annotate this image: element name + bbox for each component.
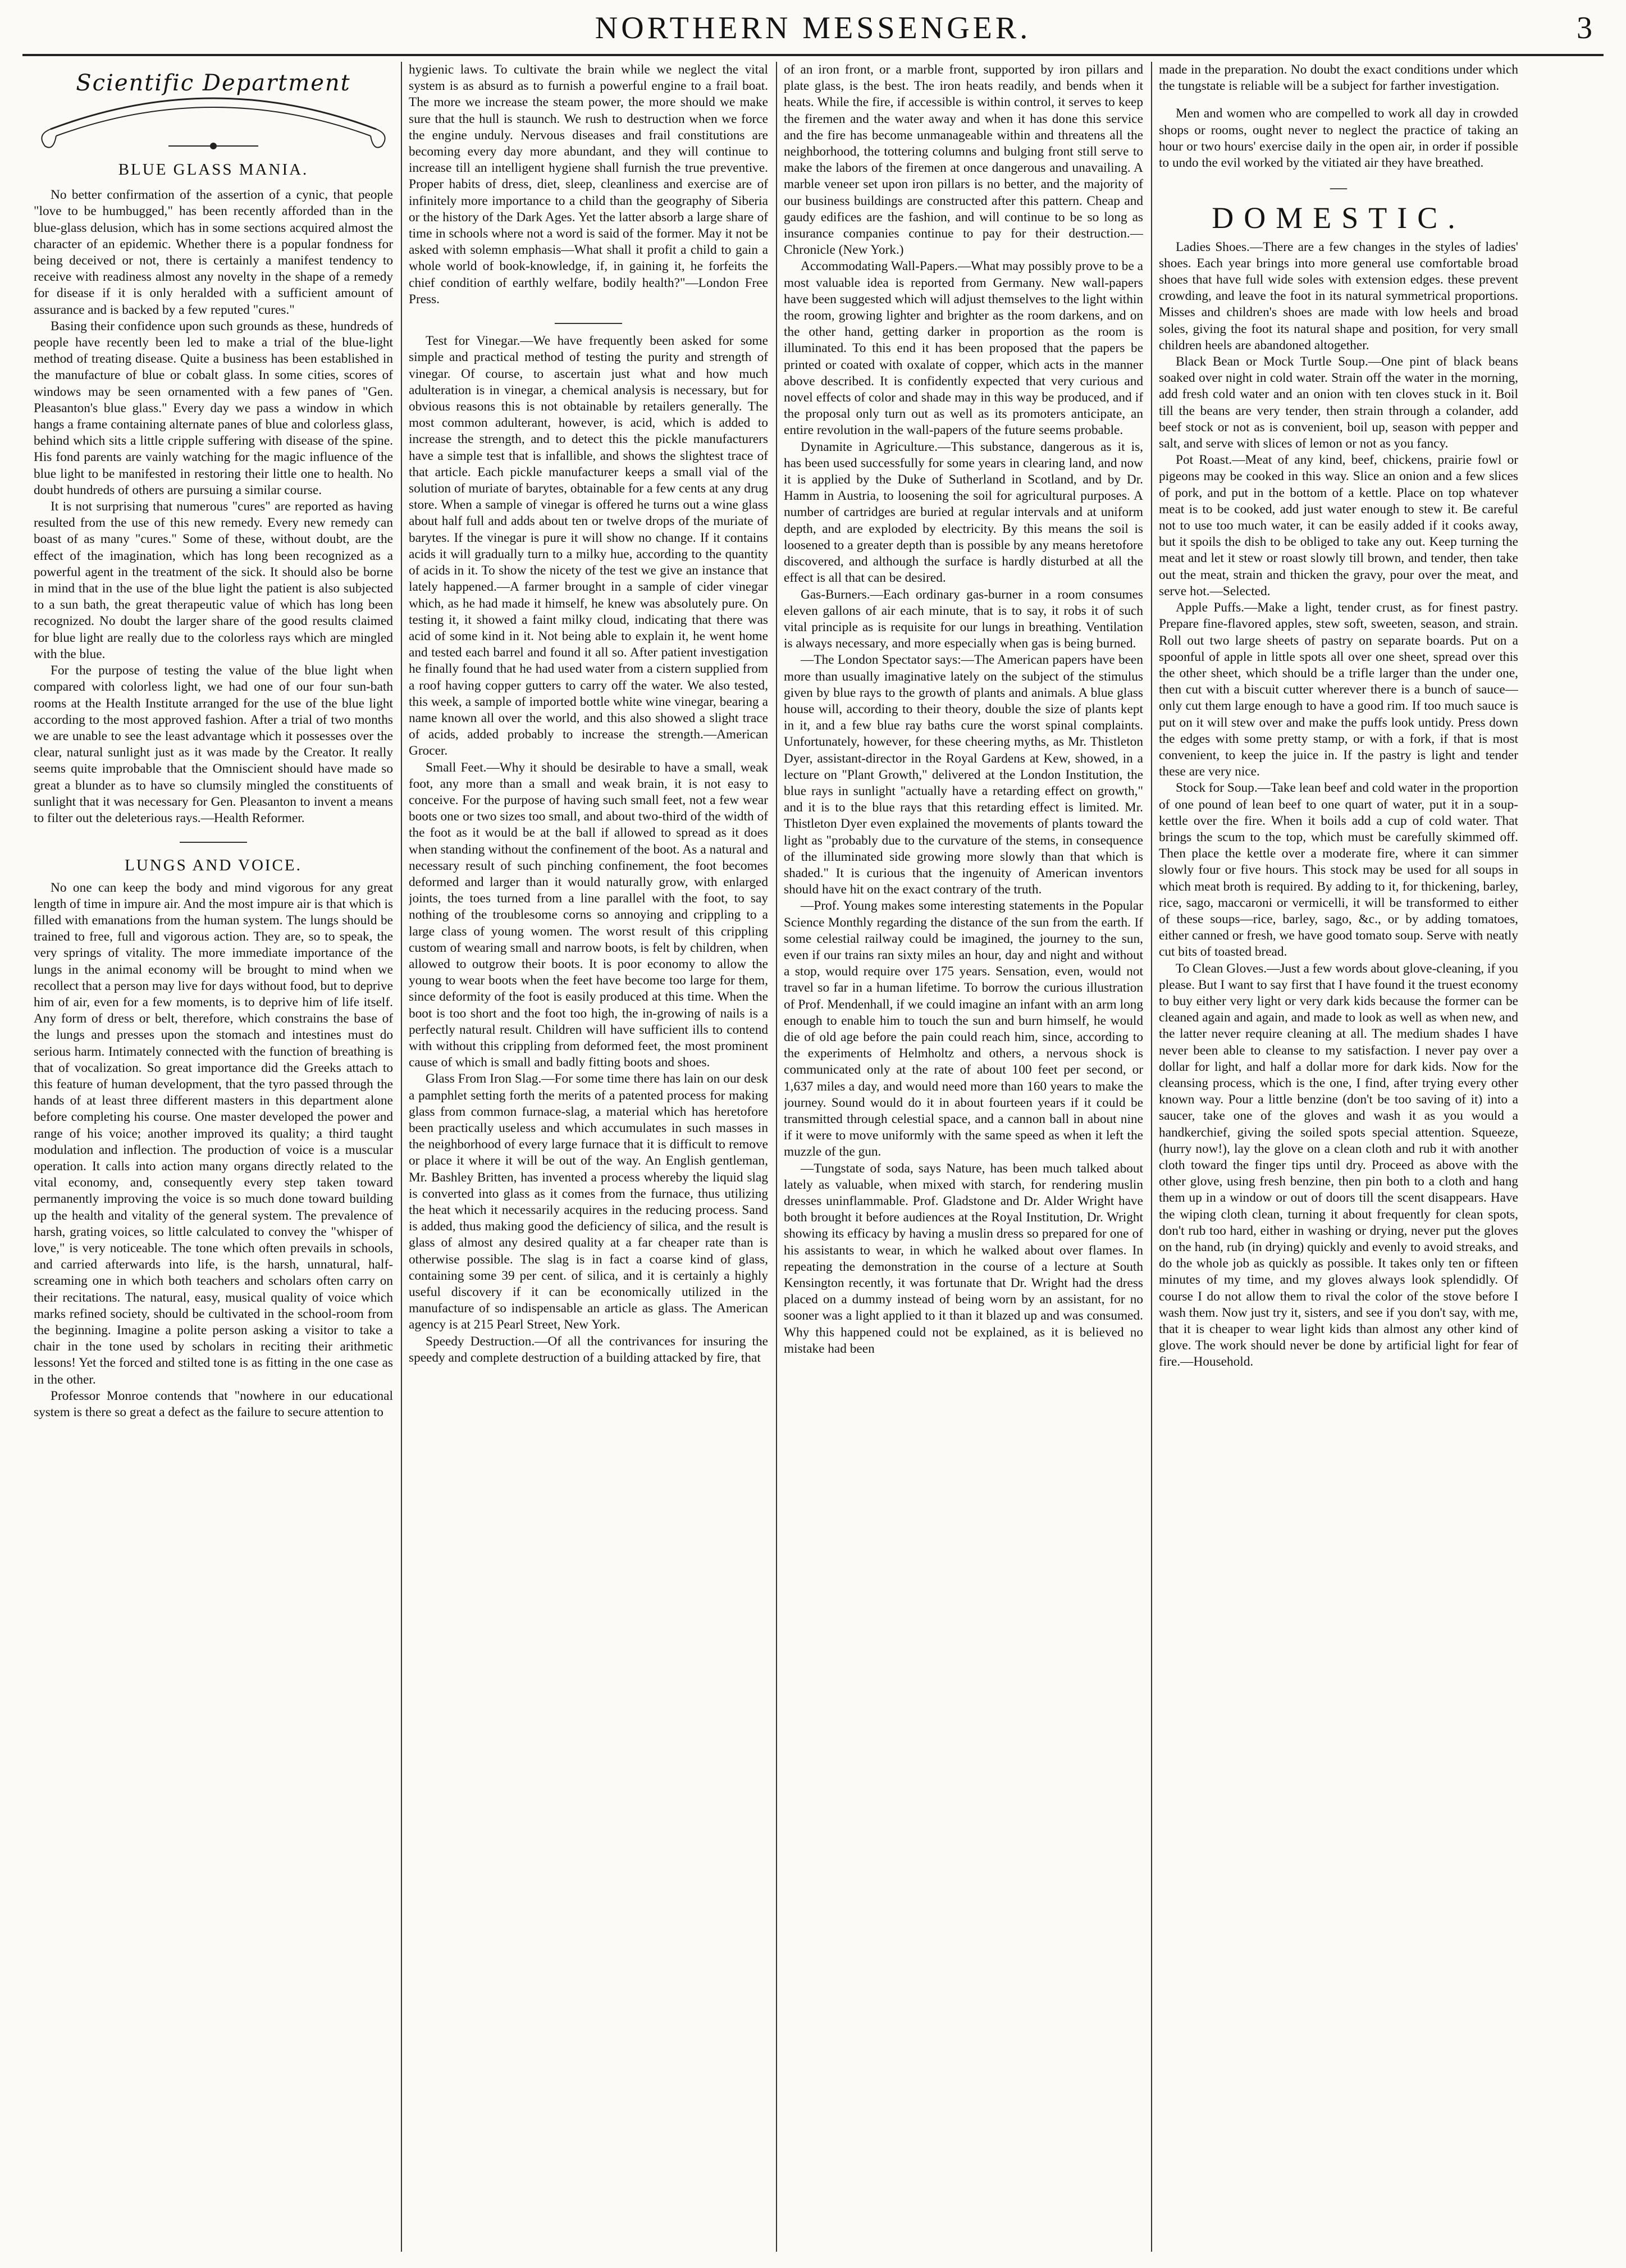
paragraph: —The London Spectator says:—The American papers have been more than usually imaginative lately on the subject of the stimulus given by blue rays to the growth of plants and animals. A blue glass house will, according to their theory, double the size of plants kept in it, and a few blue ray baths cure the worst spinal complaints. Unfortunately, however, for these cheering myths, as Mr. Thistleton Dyer, assistant-director in the Royal Gardens at Kew, showed, in a lecture on "Plant Growth," delivered at the London Institution, the blue rays in sunlight "actually have a retarding effect on growth," and it is to the blue rays that this retarding effect is limited. Mr. Thistleton Dyer even explained the movements of plants toward the light as "probably due to the curvature of the stems, in consequence of the illuminated side growing more slowly than that which is shaded." It is curious that the ingenuity of American inventors should have hit on the exact contrary of the truth. — [784, 652, 1143, 897]
paragraph: Ladies Shoes.—There are a few changes in the styles of ladies' shoes. Each year brings into more general use comfortable broad shoes that have full wide soles with extension edges. these prevent crowding, and leave the foot in its natural symmetrical proportions. Misses and children's shoes are made with low heels and broad soles, giving the foot its natural shape and position, for very small children heels are abandoned altogether. — [1159, 239, 1518, 353]
section-heading: BLUE GLASS MANIA. — [118, 161, 309, 179]
column-divider — [776, 62, 777, 2252]
department-title: Scientific Department — [76, 70, 351, 96]
column-1 — [34, 62, 393, 2252]
paragraph: No one can keep the body and mind vigorous for any great length of time in impure air. And the most impure air is that which is filled with emanations from the human system. The lungs should be trained to free, full and vigorous action. They are, so to speak, the very springs of vitality. The more immediate importance of the lungs in the animal economy will be brought to mind when we recollect that a person may live for days without food, but to deprive him of air, even for a few moments, is to deprive him of life itself. Any form of dress or belt, therefore, which constrains the base of the lungs and presses upon the stomach and intestines must do serious harm. Intimately connected with the function of breathing is that of vocalization. So great importance did the Greeks attach to this feature of human development, that the tyro passed through the hands of at least three different masters in this department alone before completing his course. One master developed the power and range of his voice; another improved its quality; a third taught modulation and inflection. The production of voice is a muscular operation. It calls into action many organs directly related to the vital economy, and, consequently every step taken toward permanently improving the voice is so much done toward building up the health and vitality of the general system. The prevalence of harsh, grating voices, so little calculated to convey the "whisper of love," is very noticeable. The tone which often prevails in schools, and carried afterwards into life, is the harsh, unnatural, half-screaming one in which both teachers and scholars often carry on their recitations. The natural, easy, musical quality of voice which marks refined society, should be cultivated in the school-room from the beginning. Imagine a polite person asking a visitor to take a chair in the tone used by scholars in reciting their arithmetic lessons! Yet the forced and stilted tone is as fitting in the one case as in the other. — [34, 880, 393, 1387]
paragraph: Dynamite in Agriculture.—This substance, dangerous as it is, has been used successfully for some years in clearing land, and now it is applied by the Duke of Sutherland in Scotland, and by Dr. Hamm in Austria, to loosening the soil for agricultural purposes. A number of cartridges are buried at regular intervals and at uniform depth, and are exploded by electricity. By this means the soil is loosened to a greater depth than is possible by any means heretofore discovered, and although the surface is hardly disturbed at all the effect is all that can be desired. — [784, 439, 1143, 586]
paragraph: For the purpose of testing the value of the blue light when compared with colorless light, we had one of our four sun-bath rooms at the Health Institute arranged for the use of the blue light according to the most approved fashion. After a trial of two months we are unable to see the least advantage which it possesses over the clear, natural sunlight just as it was made by the Creator. It really seems quite improbable that the Omniscient should have made so great a blunder as to have so clumsily mingled the constituents of sunlight that it was necessary for Gen. Pleasanton to invent a means to filter out the deleterious rays.—Health Reformer. — [34, 663, 393, 825]
paragraph: Professor Monroe contends that "nowhere in our educational system is there so great a defect as the failure to secure attention to — [34, 1388, 393, 1420]
paragraph: Glass From Iron Slag.—For some time there has lain on our desk a pamphlet setting forth the merits of a patented process for making glass from common furnace-slag, a material which has heretofore been practically useless and which accumulates in such masses in the neighborhood of every large furnace that it is difficult to remove or place it where it will be out of the way. An English gentleman, Mr. Bashley Britten, has invented a process whereby the liquid slag is converted into glass as it comes from the furnace, thus utilizing the heat which it necessarily acquires in the reducing process. Sand is added, thus making good the deficiency of silica, and the result is glass of almost any desired quality at a far cheaper rate than is otherwise possible. The slag is in fact a coarse kind of glass, containing some 39 per cent. of silica, and it is certainly a highly useful discovery if it can be economically utilized in the manufacture of so indispensable an article as glass. The American agency is at 215 Pearl Street, New York. — [409, 1071, 768, 1332]
paragraph: made in the preparation. No doubt the exact conditions under which the tungstate is reliable will be a subject for farther investigation. — [1159, 62, 1518, 94]
paragraph: Apple Puffs.—Make a light, tender crust, as for finest pastry. Prepare fine-flavored apples, stew soft, sweeten, season, and strain. Roll out two large sheets of pastry on separate boards. Put on a spoonful of apple in little spots all over one sheet, spread over this the other sheet, which should be a trifle larger than the under one, then cut with a biscuit cutter wherever there is a bunch of sauce—only cut them large enough to have a good rim. If too much sauce is put on it will stew over and make the puffs look untidy. Press down the edges with some pretty stamp, or with a fork, if that is most convenient, to keep the juice in. If the pastry is light and tender these are very nice. — [1159, 600, 1518, 779]
paragraph: Black Bean or Mock Turtle Soup.—One pint of black beans soaked over night in cold water. Strain off the water in the morning, add fresh cold water and an onion with ten cloves stuck in it. Boil till the beans are very tender, then strain through a colander, add beef stock or not as is convenient, boil up, season with pepper and salt, and serve with slices of lemon or not as you fancy. — [1159, 354, 1518, 451]
paragraph: Test for Vinegar.—We have frequently been asked for some simple and practical method of testing the purity and strength of vinegar. Of course, to ascertain just what and how much adulteration is in vinegar, a chemical analysis is necessary, but for obvious reasons this is not obtainable by retailers generally. The most common adulterant, however, is acid, which is added to increase the strength, and to detect this the pickle manufacturers have a simple test that is infallible, and shows the slightest trace of that article. Each pickle manufacturer keeps a small vial of the solution of muriate of barytes, obtainable for a few cents at any drug store. When a sample of vinegar is offered he turns out a wine glass about half full and adds about ten or twelve drops of the muriate of barytes. If the vinegar is pure it will show no change. If it contains acids it will gradually turn to a milky hue, according to the quantity of acids in it. To show the nicety of the test we give an instance that lately happened.—A farmer brought in a sample of cider vinegar which, as he had made it himself, he knew was absolutely pure. On testing it, it showed a faint milky cloud, indicating that there was acid of some kind in it. Not being able to explain it, he went home and tested each barrel and found it all so. After patient investigation he finally found that he had used water from a cistern supplied from a roof having copper gutters to carry off the water. We also tested, this week, a sample of imported bottle white wine vinegar, bearing a name known all over the world, and this also showed a slight trace of acids, added probably to increase the strength.—American Grocer. — [409, 334, 768, 759]
paragraph: of an iron front, or a marble front, supported by iron pillars and plate glass, is the best. The iron heats readily, and bends when it heats. While the fire, if accessible is within control, it serves to keep the firemen and the water away and when it has done this service and the fire has become unmanageable within and threatens all the neighborhood, the tottering columns and bulging front still serve to make the labors of the firemen at once dangerous and unavailing. A marble veneer set upon iron pillars is no better, and the majority of our business buildings are constructed after this pattern. Cheap and gaudy edifices are the fashion, and will continue to be so long as insurance companies continue to pay for their destruction.—Chronicle (New York.) — [784, 62, 1143, 258]
paragraph: Accommodating Wall-Papers.—What may possibly prove to be a most valuable idea is reported from Germany. New wall-papers have been suggested which will adjust themselves to the light within the room, growing lighter and brighter as the room darkens, and on the other hand, getting darker in proportion as the room is illuminated. To this end it has been proposed that the papers be printed or coated with oxalate of copper, which acts in the manner above described. It is confidently expected that very curious and novel effects of color and shade may in this way be produced, and if the proposal only turn out as well as its promoters anticipate, an entire revolution in the wall-papers of the future seems probable. — [784, 259, 1143, 438]
paragraph: Stock for Soup.—Take lean beef and cold water in the proportion of one pound of lean beef to one quart of water, put it in a soup-kettle over the fire. When it boils add a cup of cold water. That brings the scum to the top, which must be carefully skimmed off. Then place the kettle over a moderate fire, where it can simmer slowly four or five hours. This stock may be used for all soups in which meat broth is required. By adding to it, for thickening, barley, rice, sago, maccaroni or vermicelli, it will be transformed to either of these soups—rice, barley, sago, &c., or by adding tomatoes, either canned or fresh, we have good tomato soup. Serve with neatly cut bits of toasted bread. — [1159, 781, 1518, 960]
column-3 — [784, 62, 1143, 2252]
paragraph: Speedy Destruction.—Of all the contrivances for insuring the speedy and complete destruction of a building attacked by fire, that — [409, 1334, 768, 1365]
column-2 — [409, 62, 768, 2252]
paragraph: —Tungstate of soda, says Nature, has been much talked about lately as valuable, when mixed with starch, for rendering muslin dresses uninflammable. Prof. Gladstone and Dr. Alder Wright have both brought it before audiences at the Royal Institution, Dr. Wright showing its efficacy by having a muslin dress so prepared for one of his assistants to wear, in which he walked about over flames. In repeating the demonstration in the course of a lecture at South Kensington recently, it was fortunate that Dr. Wright had the dress placed on a dummy instead of being worn by an assistant, for no sooner was a light applied to it than it blazed up and was consumed. Why this happened could not be explained, as it is believed no mistake had been — [784, 1161, 1143, 1356]
paragraph: hygienic laws. To cultivate the brain while we neglect the vital system is as absurd as to furnish a powerful engine to a frail boat. The more we increase the steam power, the more should we make sure that the hull is staunch. We rush to destruction when we force the engine unduly. Nervous diseases and frail constitutions are becoming every day more abundant, and they will continue to increase till an intelligent hygiene shall furnish the true preventive. Proper habits of dress, diet, sleep, cleanliness and exercise are of infinitely more importance to a child than the geography of Siberia or the history of the Dark Ages. Yet the latter absorb a large share of time in schools where not a word is said of the former. May it not be asked with solemn emphasis—What shall it profit a child to gain a whole world of book-knowledge, if, in gaining it, he forfeits the chief condition of earthly welfare, bodily health?"—London Free Press. — [409, 62, 768, 307]
paragraph: Gas-Burners.—Each ordinary gas-burner in a room consumes eleven gallons of air each minute, that is to say, it robs it of such vital principle as is requisite for our lungs in breathing. Ventilation is always necessary, and more especially when gas is being burned. — [784, 587, 1143, 651]
paragraph: No better confirmation of the assertion of a cynic, that people "love to be humbugged," has been recently afforded than in the blue-glass delusion, which has in some sections acquired almost the character of an epidemic. Whether there is a popular fondness for being deceived or not, there is certainly a manifest tendency to receive with readiness almost any novelty in the shape of a remedy for disease if it is only heralded with a sufficient amount of assurance and is backed by a few reputed "cures." — [34, 188, 393, 317]
paragraph: —Prof. Young makes some interesting statements in the Popular Science Monthly regarding the distance of the sun from the earth. If some celestial railway could be imagined, the journey to the sun, even if our trains ran sixty miles an hour, day and night and without a stop, would require over 175 years. Sensation, even, would not travel so far in a human lifetime. To borrow the curious illustration of Prof. Mendenhall, if we could imagine an infant with an arm long enough to enable him to touch the sun and burn himself, he would die of old age before the pain could reach him, since, according to the experiments of Helmholtz and others, a nervous shock is communicated only at the rate of about 100 feet per second, or 1,637 miles a day, and would need more than 160 years to make the journey. Sound would do it in about fourteen years if it could be transmitted through celestial space, and a cannon ball in about nine if it were to move uniformly with the same speed as when it left the muzzle of the gun. — [784, 898, 1143, 1160]
column-4 — [1159, 62, 1518, 2252]
section-separator — [409, 312, 768, 328]
paragraph: Pot Roast.—Meat of any kind, beef, chickens, prairie fowl or pigeons may be cooked in this way. Slice an onion and a few slices of pork, and put in the bottom of a kettle. Place on top whatever meat is to be cooked, add just water enough to stew it. Be careful not to use too much water, it can be easily added if it cooks away, but it spoils the dish to be obliged to take any out. Keep turning the meat and let it stew or roast slowly till brown, and tender, then take out the meat, strain and thicken the gravy, pour over the meat, and serve hot.—Selected. — [1159, 453, 1518, 599]
paragraph: To Clean Gloves.—Just a few words about glove-cleaning, if you please. But I want to say first that I have found it the truest economy to buy either very light or very dark kids because the former can be cleaned again and again, and made to look as well as when new, and the latter never require cleaning at all. The medium shades I have never been able to cleanse to my satisfaction. I never pay over a dollar for light, and half a dollar more for dark kids. Now for the cleansing process, which is the one, I find, after trying every other known way. Pour a little benzine (don't be too saving of it) into a saucer, take one of the gloves and wash it as you would a handkerchief, giving the soiled spots special attention. Squeeze, (hurry now!), lay the glove on a clean cloth and rub it with another cloth toward the finger tips until dry. Proceed as above with the other glove, using fresh benzine, then pin both to a cloth and hang them up in a window or out of doors till the scent disappears. Have the wiping cloth clean, turning it about frequently for clean spots, don't rub too hard, either in washing or drying, never put the gloves on the hand, rub (in drying) quickly and evenly to avoid streaks, and do the whole job as quickly as possible. It takes only ten or fifteen minutes of my time, and my gloves always look splendidly. Of course I do not allow them to rival the color of the stove before I wash them. Now just try it, sisters, and see if you don't say, with me, that it is cheaper to wear light kids than almost any other kind of glove. The work should never be done by artificial light for fear of fire.—Household. — [1159, 961, 1518, 1370]
paragraph: It is not surprising that numerous "cures" are reported as having resulted from the use of this new remedy. Every new remedy can boast of as many "cures." Some of these, without doubt, are the effect of the imagination, which has long been recognized as a powerful agent in the treatment of the sick. It should also be borne in mind that in the use of the blue light the patient is also subjected to a sun bath, the great therapeutic value of which has long been recognized. No doubt the larger share of the good results claimed for blue light are really due to the colorless rays which are mingled with the blue. — [34, 499, 393, 661]
paragraph: Small Feet.—Why it should be desirable to have a small, weak foot, any more than a small and weak brain, it is not easy to conceive. For the purpose of having such small feet, not a few wear boots one or two sizes too small, and about two-third of the width of the foot as it would be at the ball if allowed to spread as it does when standing without the confinement of the boot. As a natural and necessary result of such pinching confinement, the foot becomes deformed and larger than it would naturally grow, with enlarged joints, the toes turned from a line parallel with the foot, to say nothing of the troublesome corns so annoying and crippling to a large class of young women. The worst result of this crippling custom of wearing small and narrow boots, is felt by children, when allowed to outgrow their boots. It is poor economy to allow the young to wear boots when the feet have become too large for them, since deformity of the foot is easily produced at this time. When the boot is too short and the foot too high, the in-growing of nails is a perfectly natural result. Children will have sufficient ills to contend with without this crippling from deformed feet, the most prominent cause of which is small and badly fitting boots and shoes. — [409, 760, 768, 1070]
paragraph: Men and women who are compelled to work all day in crowded shops or rooms, ought never to neglect the practice of taking an hour or two hours' exercise daily in the open air, in order if possible to undo the evil worked by the vitiated air they have breathed. — [1159, 106, 1518, 171]
page-number: 3 — [1577, 11, 1592, 45]
section-separator — [34, 831, 393, 847]
masthead-rule — [22, 54, 1604, 56]
divider-dash-icon: — — [1330, 178, 1347, 197]
scientific-department-header — [34, 62, 393, 157]
paragraph: Basing their confidence upon such grounds as these, hundreds of people have recently been led to make a trial of the blue-light method of treating disease. Quite a business has been established in the manufacture of blue or cobalt glass. In some cities, scores of windows may be seen ornamented with a few panes of "Gen. Pleasanton's blue glass." Every day we pass a window in which hangs a frame containing alternate panes of blue and colorless glass, behind which sits a little cripple suffering with disease of the spine. His fond parents are vainly watching for the magic influence of the blue light to be manifested in restoring their little one to health. No doubt hundreds of others are pursuing a similar course. — [34, 318, 393, 498]
column-divider — [1151, 62, 1152, 2252]
section-heading: LUNGS AND VOICE. — [125, 856, 302, 875]
column-divider — [401, 62, 402, 2252]
newspaper-title: NORTHERN MESSENGER. — [595, 11, 1031, 45]
masthead — [0, 0, 1626, 62]
domestic-section-title: DOMESTIC. — [1212, 201, 1465, 235]
